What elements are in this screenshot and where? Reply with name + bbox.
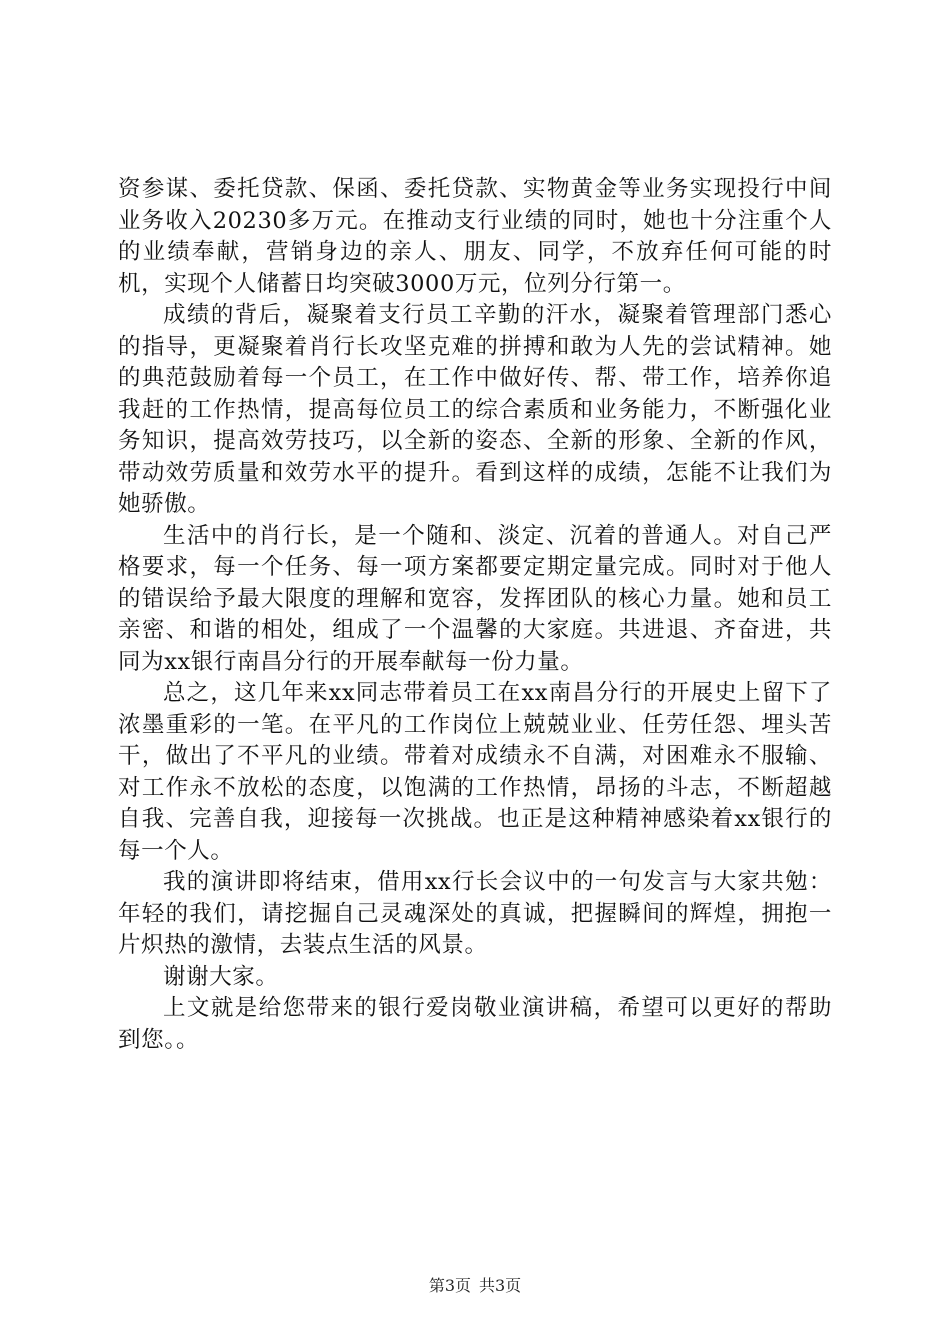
page-number-current: 第3页 (428, 1276, 471, 1295)
page-footer (0, 1276, 950, 1296)
paragraph-outro: 上文就是给您带来的银行爱岗敬业演讲稿，希望可以更好的帮助到您。。 (118, 995, 832, 1053)
page-number-total: 共3页 (479, 1276, 522, 1295)
paragraph-continuation: 资参谋、委托贷款、保函、委托贷款、实物黄金等业务实现投行中间业务收入20230多万元。在推动支行业绩的同时，她也十分注重个人的业绩奉献，营销身边的亲人、朋友、同学，不放弃任何可能的时机，实现个人储蓄日均突破3000万元，位列分行第一。 (118, 176, 832, 297)
paragraph-personal-life: 生活中的肖行长，是一个随和、淡定、沉着的普通人。对自己严格要求，每一个任务、每一项方案都要定期定量完成。同时对于他人的错误给予最大限度的理解和宽容，发挥团队的核心力量。她和员工亲密、和谐的相处，组成了一个温馨的大家庭。共进退、齐奋进，共同为xx银行南昌分行的开展奉献每一份力量。 (118, 522, 832, 675)
paragraph-thanks: 谢谢大家。 (163, 963, 279, 990)
paragraph-summary: 总之，这几年来xx同志带着员工在xx南昌分行的开展史上留下了浓墨重彩的一笔。在平凡的工作岗位上兢兢业业、任劳任怨、埋头苦干，做出了不平凡的业绩。带着对成绩永不自满，对困难永不服输、对工作永不放松的态度，以饱满的工作热情，昂扬的斗志，不断超越自我、完善自我，迎接每一次挑战。也正是这种精神感染着xx银行的每一个人。 (118, 680, 832, 864)
paragraph-achievement-background: 成绩的背后，凝聚着支行员工辛勤的汗水，凝聚着管理部门悉心的指导，更凝聚着肖行长攻坚克难的拼搏和敢为人先的尝试精神。她的典范鼓励着每一个员工，在工作中做好传、帮、带工作，培养你追我赶的工作热情，提高每位员工的综合素质和业务能力，不断强化业务知识，提高效劳技巧，以全新的姿态、全新的形象、全新的作风，带动效劳质量和效劳水平的提升。看到这样的成绩，怎能不让我们为她骄傲。 (118, 302, 832, 517)
paragraph-closing-speech: 我的演讲即将结束，借用xx行长会议中的一句发言与大家共勉：年轻的我们，请挖掘自己灵魂深处的真诚，把握瞬间的辉煌，拥抱一片炽热的激情，去装点生活的风景。 (118, 869, 832, 958)
document-body (118, 174, 832, 1056)
